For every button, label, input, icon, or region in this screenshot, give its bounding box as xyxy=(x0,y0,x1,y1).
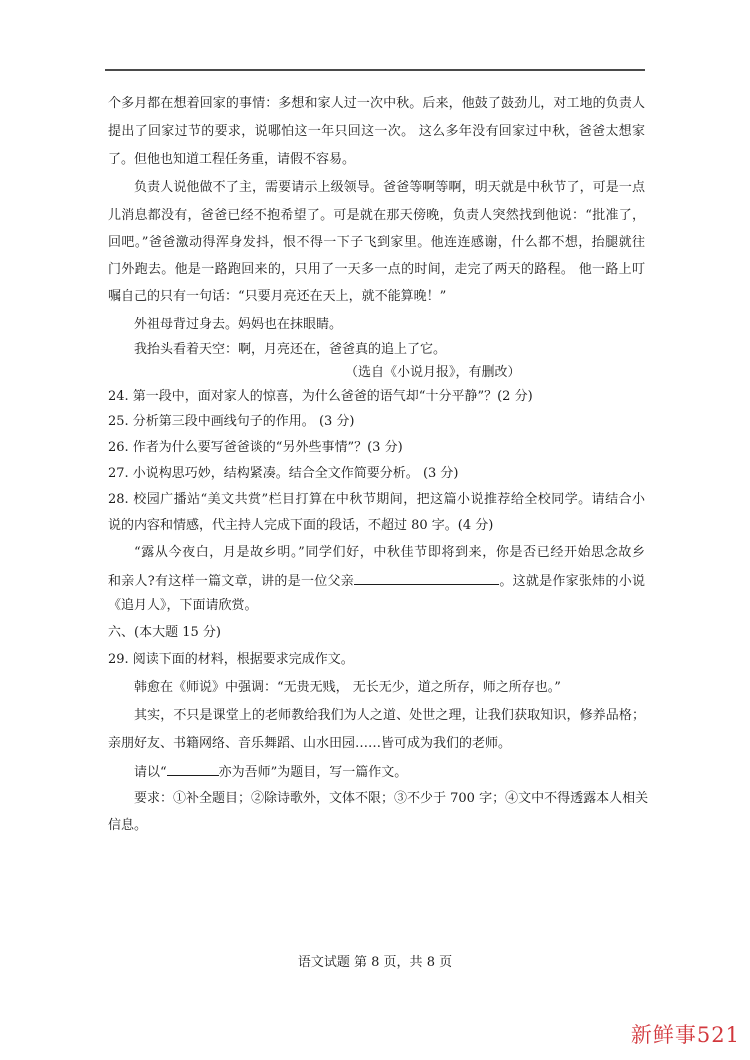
title-blank xyxy=(167,762,219,776)
question-24: 24. 第一段中，面对家人的惊喜，为什么爸爸的语气却“十分平静”？(2 分) xyxy=(108,389,533,404)
host-passage-text: 。这就是作家张炜的小说 xyxy=(499,574,645,589)
host-passage-line: 《追月人》，下面请欣赏。 xyxy=(108,598,258,613)
question-28: 说的内容和情感，代主持人完成下面的段话，不超过 80 字。(4 分) xyxy=(108,518,494,533)
question-25: 25. 分析第三段中画线句子的作用。 (3 分) xyxy=(108,414,355,429)
section-heading: 六、(本大题 15 分) xyxy=(108,625,221,640)
essay-prompt-text: 请以“ xyxy=(134,765,167,780)
requirements-line: 要求：①补全题目；②除诗歌外，文体不限；③不少于 700 字；④文中不得透露本人相关 xyxy=(134,791,649,806)
requirements-line: 信息。 xyxy=(108,818,148,833)
host-passage-text: 和亲人?有这样一篇文章，讲的是一位父亲 xyxy=(108,574,355,589)
material-line: 其实，不只是课堂上的老师教给我们为人之道、处世之理，让我们获取知识，修养品格； xyxy=(134,708,645,723)
passage-source: （选自《小说月报》，有删改） xyxy=(345,365,521,380)
passage-line: 嘱自己的只有一句话：“只要月亮还在天上，就不能算晚！” xyxy=(108,289,447,304)
passage-line: 个多月都在想着回家的事情：多想和家人过一次中秋。后来，他鼓了鼓劲儿，对工地的负责人 xyxy=(108,96,645,111)
fill-in-blank xyxy=(354,571,499,585)
question-26: 26. 作者为什么要写爸爸谈的“另外些事情”？(3 分) xyxy=(108,440,403,455)
passage-line: 了。但他也知道工程任务重，请假不容易。 xyxy=(108,152,356,167)
passage-line: 儿消息都没有，爸爸已经不抱希望了。可是就在那天傍晚，负责人突然找到他说：“批准了， xyxy=(108,208,645,223)
host-passage-line: “露从今夜白，月是故乡明。”同学们好，中秋佳节即将到来，你是否已经开始思念故乡 xyxy=(134,545,645,560)
passage-line: 门外跑去。他是一路跑回来的，只用了一天多一点的时间，走完了两天的路程。 他一路上叮 xyxy=(108,262,645,277)
page-footer: 语文试题 第 8 页，共 8 页 xyxy=(297,955,453,970)
passage-line: 外祖母背过身去。妈妈也在抹眼睛。 xyxy=(134,317,343,332)
passage-line: 提出了回家过节的要求，说哪怕这一年只回这一次。 这么多年没有回家过中秋，爸爸太想家 xyxy=(108,124,645,139)
host-passage-line xyxy=(108,571,645,589)
header-rule xyxy=(105,69,645,71)
material-line: 亲朋好友、书籍网络、音乐舞蹈、山水田园……皆可成为我们的老师。 xyxy=(108,736,512,751)
passage-line: 负责人说他做不了主，需要请示上级领导。爸爸等啊等啊，明天就是中秋节了，可是一点 xyxy=(134,180,645,195)
passage-line: 我抬头看着天空：啊，月亮还在，爸爸真的追上了它。 xyxy=(134,342,447,357)
watermark: 新鲜事521 xyxy=(630,1023,740,1047)
question-29: 29. 阅读下面的材料，根据要求完成作文。 xyxy=(108,652,354,667)
material-line: 韩愈在《师说》中强调：“无贵无贱， 无长无少，道之所存，师之所存也。” xyxy=(134,680,561,695)
passage-line: 回吧。”爸爸激动得浑身发抖，恨不得一下子飞到家里。他连连感谢，什么都不想，抬腿就往 xyxy=(108,235,645,250)
essay-prompt xyxy=(134,762,407,780)
question-27: 27. 小说构思巧妙，结构紧凑。结合全文作简要分析。 (3 分) xyxy=(108,466,459,481)
essay-prompt-text: 亦为吾师”为题目，写一篇作文。 xyxy=(218,765,408,780)
question-28: 28. 校园广播站“美文共赏”栏目打算在中秋节期间，把这篇小说推荐给全校同学。请结合小 xyxy=(108,492,645,507)
